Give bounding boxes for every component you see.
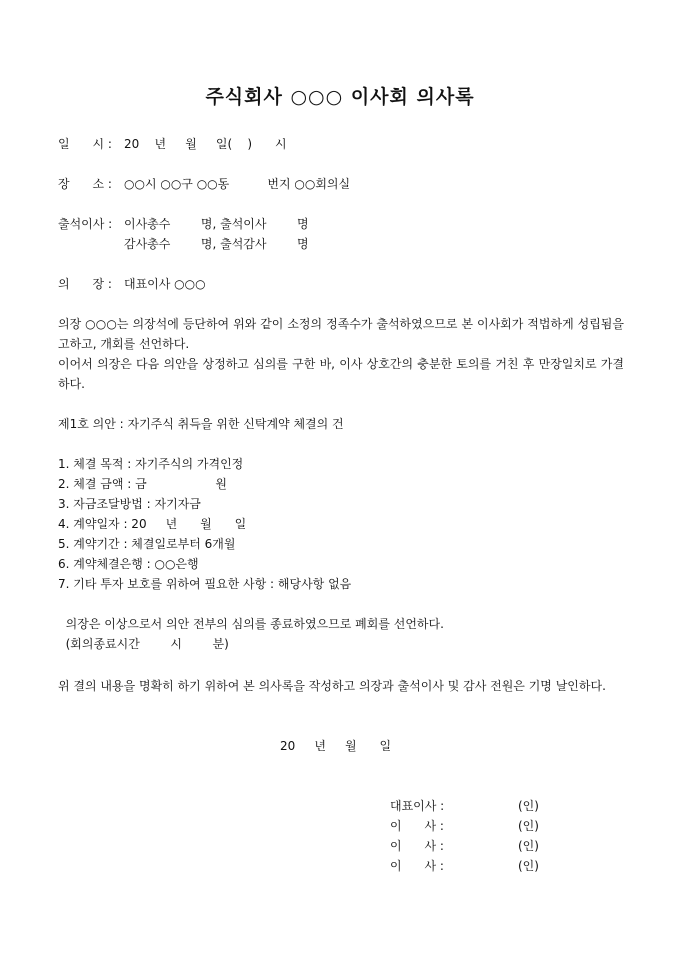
opening-paragraph-2: 이어서 의장은 다음 의안을 상정하고 심의를 구한 바, 이사 상호간의 충분한 토의를 거친 후 만장일치로 가결하다. [58, 357, 624, 391]
closing-paragraph-1: 의장은 이상으로서 의안 전부의 심의를 종료하였으므로 폐회를 선언하다. [58, 617, 444, 631]
agenda-item-2: 2. 체결 금액 : 금 원 [58, 477, 227, 491]
seal-mark: (인) [518, 839, 539, 853]
attend-directors: 이사총수 명, 출석이사 명 [124, 217, 309, 231]
seal-mark: (인) [518, 859, 539, 873]
place-label: 장 소 : [58, 177, 116, 191]
closing-time: (회의종료시간 시 분) [58, 637, 229, 651]
signature-role-ceo: 대표이사 : [390, 799, 445, 813]
attend-label: 출석이사 : [58, 217, 117, 231]
signing-date: 20 년 월 일 [280, 739, 392, 753]
chair-label: 의 장 : [58, 277, 116, 291]
opening-section [58, 314, 624, 394]
seal-mark: (인) [518, 819, 539, 833]
closing-section [58, 676, 624, 696]
agenda-item-6: 6. 계약체결은행 : ○○은행 [58, 557, 199, 571]
agenda-item-7: 7. 기타 투자 보호를 위하여 필요한 사항 : 해당사항 없음 [58, 577, 352, 591]
signature-role-director: 이 사 : [390, 839, 444, 853]
agenda-item-4: 4. 계약일자 : 20 년 월 일 [58, 517, 247, 531]
datetime-label: 일 시 : [58, 137, 116, 151]
seal-mark: (인) [518, 799, 539, 813]
agenda-item-5: 5. 계약기간 : 체결일로부터 6개월 [58, 537, 236, 551]
datetime-value: 20 년 월 일( ) 시 [124, 137, 287, 151]
place-value: ○○시 ○○구 ○○동 번지 ○○회의실 [124, 177, 351, 191]
document-title: 주식회사 ○○○ 이사회 의사록 [205, 86, 475, 108]
closing-paragraph-3: 위 결의 내용을 명확히 하기 위하여 본 의사록을 작성하고 의장과 출석이사 및 감사 전원은 기명 날인하다. [58, 679, 606, 693]
signature-role-director: 이 사 : [390, 819, 444, 833]
chair-value: 대표이사 ○○○ [124, 277, 206, 291]
signature-role-director: 이 사 : [390, 859, 444, 873]
agenda-item-3: 3. 자금조달방법 : 자기자금 [58, 497, 201, 511]
agenda-heading: 제1호 의안 : 자기주식 취득을 위한 신탁계약 체결의 건 [58, 417, 344, 431]
agenda-item-1: 1. 체결 목적 : 자기주식의 가격인정 [58, 457, 244, 471]
attend-auditors: 감사총수 명, 출석감사 명 [124, 237, 309, 251]
opening-paragraph-1: 의장 ○○○는 의장석에 등단하여 위와 같이 소정의 정족수가 출석하였으므로 본 이사회가 적법하게 성립됨을 고하고, 개회를 선언하다. [58, 317, 624, 351]
